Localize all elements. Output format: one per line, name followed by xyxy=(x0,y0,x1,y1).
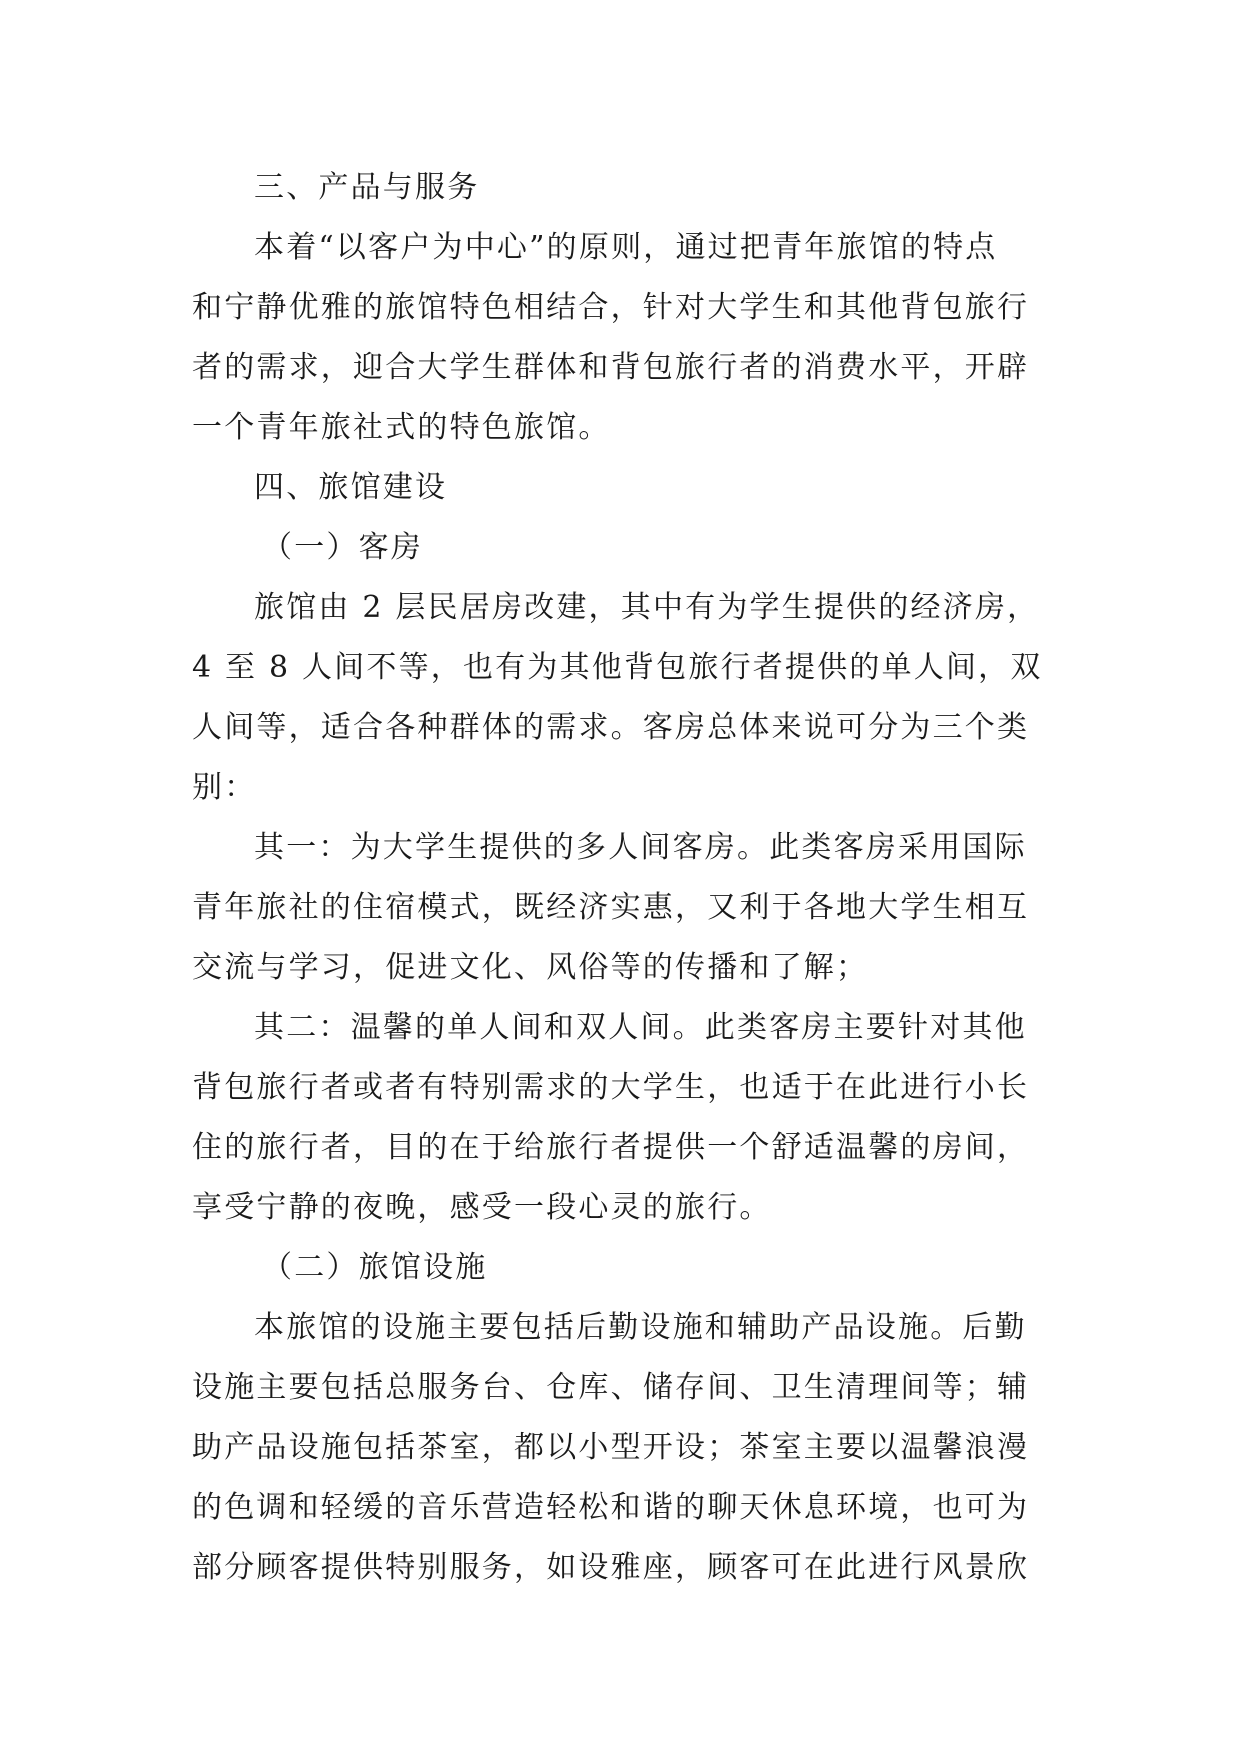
paragraph-line: 者的需求，迎合大学生群体和背包旅行者的消费水平，开辟 xyxy=(192,350,1030,385)
paragraph-line: 本着“以客户为中心”的原则，通过把青年旅馆的特点 xyxy=(254,230,998,265)
paragraph-line: 助产品设施包括茶室，都以小型开设；茶室主要以温馨浪漫 xyxy=(192,1430,1030,1465)
paragraph-line: 本旅馆的设施主要包括后勤设施和辅助产品设施。后勤 xyxy=(254,1310,1027,1345)
paragraph-line: 人间等，适合各种群体的需求。客房总体来说可分为三个类 xyxy=(192,710,1030,745)
paragraph-line: 的色调和轻缓的音乐营造轻松和谐的聊天休息环境，也可为 xyxy=(192,1490,1030,1525)
paragraph-line: 青年旅社的住宿模式，既经济实惠，又利于各地大学生相互 xyxy=(192,890,1030,925)
paragraph-line: 旅馆由 2 层民居房改建，其中有为学生提供的经济房， xyxy=(254,590,1040,625)
paragraph-line: 享受宁静的夜晚，感受一段心灵的旅行。 xyxy=(192,1190,772,1225)
document-body xyxy=(192,158,1062,1598)
paragraph-line: 4 至 8 人间不等，也有为其他背包旅行者提供的单人间，双 xyxy=(192,650,1043,685)
paragraph-line: 设施主要包括总服务台、仓库、储存间、卫生清理间等；辅 xyxy=(192,1370,1030,1405)
paragraph-line: 住的旅行者，目的在于给旅行者提供一个舒适温馨的房间， xyxy=(192,1130,1030,1165)
paragraph-line: 和宁静优雅的旅馆特色相结合，针对大学生和其他背包旅行 xyxy=(192,290,1030,325)
paragraph-line: 其一：为大学生提供的多人间客房。此类客房采用国际 xyxy=(254,830,1027,865)
paragraph-line: 一个青年旅社式的特色旅馆。 xyxy=(192,410,611,445)
section-heading: 三、产品与服务 xyxy=(254,170,480,205)
subsection-heading: （二）旅馆设施 xyxy=(262,1250,488,1285)
paragraph-line: 部分顾客提供特别服务，如设雅座，顾客可在此进行风景欣 xyxy=(192,1550,1030,1585)
paragraph-line: 背包旅行者或者有特别需求的大学生，也适于在此进行小长 xyxy=(192,1070,1030,1105)
paragraph-line: 其二：温馨的单人间和双人间。此类客房主要针对其他 xyxy=(254,1010,1027,1045)
subsection-heading: （一）客房 xyxy=(262,530,423,565)
section-heading: 四、旅馆建设 xyxy=(254,470,448,505)
paragraph-line: 交流与学习，促进文化、风俗等的传播和了解； xyxy=(192,950,869,985)
paragraph-line: 别： xyxy=(192,770,257,805)
